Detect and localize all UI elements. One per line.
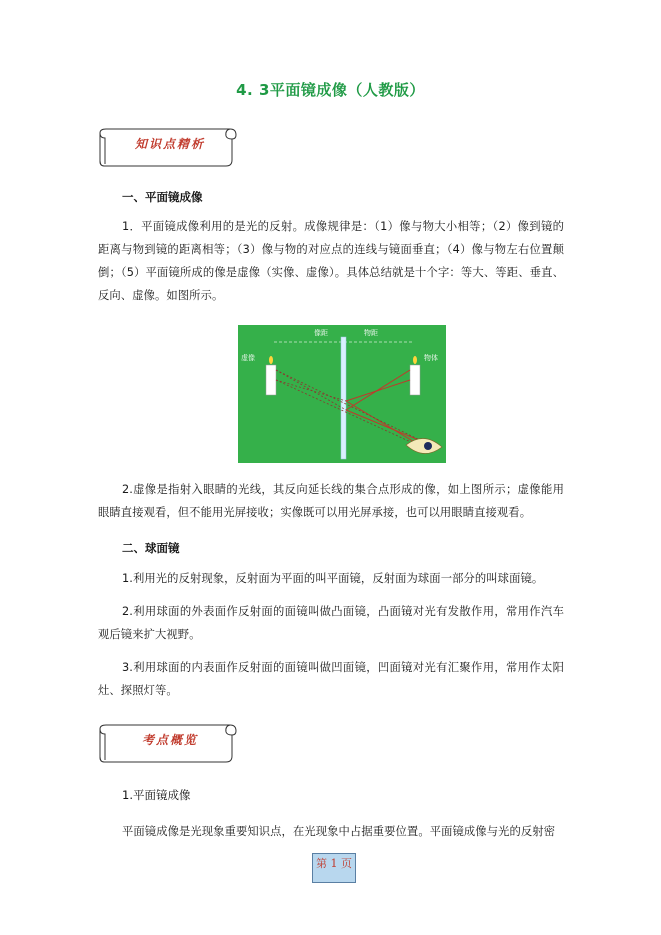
- object-label: 物体: [424, 354, 438, 362]
- object-distance-label: 物距: [364, 329, 378, 337]
- document-title: 4. 3平面镜成像（人教版）: [236, 81, 425, 99]
- paragraph: 1.利用光的反射现象，反射面为平面的叫平面镜，反射面为球面一部分的叫球面镜。: [122, 572, 544, 585]
- paragraph: 3.利用球面的内表面作反射面的面镜叫做凹面镜，凹面镜对光有汇聚作用，常用作太阳灶、探照灯等。: [98, 661, 564, 697]
- page-number-box: [312, 853, 356, 883]
- paragraph: 1．平面镜成像利用的是光的反射。成像规律是：（1）像与物大小相等；（2）像到镜的距离与物到镜的距离相等；（3）像与物的对应点的连线与镜面垂直；（4）像与物左右位置颠倒；（5）平面镜所成的像是虚像（实像、虚像）。具体总结就是十个字：等大、等距、垂直、反向、虚像。如图所示。: [98, 220, 564, 302]
- plane-mirror-diagram: [238, 325, 446, 463]
- virtual-image-label: 虚像: [241, 354, 255, 362]
- paragraph: 平面镜成像是光现象重要知识点，在光现象中占据重要位置。平面镜成像与光的反射密: [122, 825, 556, 838]
- section-banner-overview: [98, 720, 238, 764]
- section-heading: 一、平面镜成像: [122, 190, 203, 204]
- paragraph: 2.利用球面的外表面作反射面的面镜叫做凸面镜，凸面镜对光有发散作用，常用作汽车观后镜来扩大视野。: [98, 605, 564, 641]
- banner-label: 知识点精析: [134, 137, 205, 151]
- ray-diagram: [238, 325, 446, 463]
- image-distance-label: 像距: [314, 329, 328, 337]
- page-number: 第 1 页: [316, 857, 352, 870]
- section-heading: 1.平面镜成像: [122, 788, 191, 802]
- banner-label: 考点概览: [141, 733, 198, 747]
- section-banner-knowledge: [98, 124, 238, 168]
- paragraph: 2.虚像是指射入眼睛的光线，其反向延长线的集合点形成的像，如上图所示；虚像能用眼睛直接观看，但不能用光屏接收；实像既可以用光屏承接，也可以用眼睛直接观看。: [98, 483, 564, 519]
- section-heading: 二、球面镜: [122, 541, 180, 555]
